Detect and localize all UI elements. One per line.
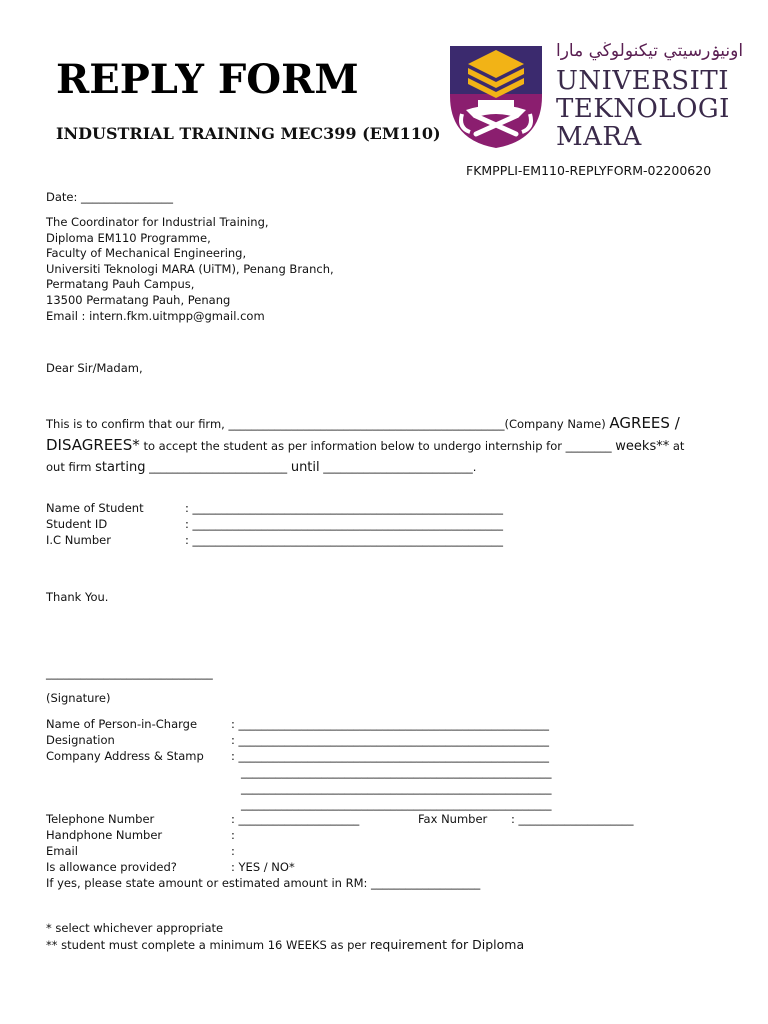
confirm-text: This is to confirm that our firm, ________________________________________________(Company Name) (46, 417, 610, 431)
field-label: Telephone Number (46, 812, 155, 826)
reference-code: FKMPPLI-EM110-REPLYFORM-02200620 (466, 163, 712, 178)
address-blank-line: ______________________________________________________ (241, 797, 552, 811)
field-label: Student ID (46, 517, 108, 531)
end-date-blank: __________________________. (319, 460, 477, 474)
signature-label: (Signature) (46, 691, 111, 705)
allowance-options: : YES / NO* (231, 860, 295, 874)
address-line: Universiti Teknologi MARA (UiTM), Penang Branch, (46, 261, 334, 276)
fax-label: Fax Number (418, 812, 488, 826)
start-date-blank: ________________________ (145, 460, 291, 474)
field-label: Name of Student (46, 501, 144, 515)
contact-info (46, 811, 634, 891)
recipient-address (46, 215, 334, 324)
address-line: Faculty of Mechanical Engineering, (46, 246, 247, 261)
telephone-blank: : _____________________ (231, 812, 360, 826)
form-title: REPLY FORM (56, 56, 359, 103)
note-text-requirement: requirement for Diploma (369, 937, 525, 952)
student-info (46, 500, 503, 548)
logo-line-mara: MARA (556, 122, 642, 152)
uitm-crest-icon (448, 44, 544, 150)
logo-jawi-text: اونيۏرسيتي تيكنولوڬي مارا (556, 41, 744, 61)
person-in-charge-info (46, 716, 552, 812)
field-label: Name of Person-in-Charge (46, 717, 198, 731)
field-blank: : ______________________________________________________ (231, 749, 550, 763)
until-label: until (290, 460, 320, 475)
field-blank: : (231, 844, 235, 858)
address-line: Diploma EM110 Programme, (46, 230, 211, 245)
form-subtitle: INDUSTRIAL TRAINING MEC399 (EM110) (56, 124, 441, 143)
closing: Thank You. (46, 590, 109, 604)
confirmation-paragraph (46, 412, 726, 478)
weeks-label: weeks** (615, 439, 670, 454)
starting-label: starting (95, 460, 146, 475)
field-blank: : ______________________________________________________ (185, 533, 504, 547)
salutation: Dear Sir/Madam, (46, 361, 143, 375)
note-weeks (46, 937, 524, 952)
confirm-text: to accept the student as per information below to undergo internship for ________ (139, 439, 616, 453)
address-blank-line: ______________________________________________________ (241, 765, 552, 779)
field-label: Email (46, 844, 78, 858)
field-blank: : (231, 828, 235, 842)
date-field: Date: ________________ (46, 190, 174, 204)
field-label: Company Address & Stamp (46, 749, 204, 763)
note-text: ** student must complete a minimum 16 WEEKS as per (46, 938, 370, 952)
address-line: 13500 Permatang Pauh, Penang (46, 292, 231, 307)
logo-line-teknologi: TEKNOLOGI (556, 94, 730, 124)
note-select: * select whichever appropriate (46, 921, 224, 935)
field-label: Is allowance provided? (46, 860, 177, 874)
field-label: Designation (46, 733, 115, 747)
confirm-text: at (669, 439, 685, 453)
confirm-text: out firm (46, 460, 96, 474)
disagrees-option: DISAGREES* (46, 436, 140, 454)
address-email-line: Email : intern.fkm.uitmpp@gmail.com (46, 308, 265, 323)
allowance-amount-line: If yes, please state amount or estimated amount in RM: ___________________ (46, 876, 481, 890)
fax-blank: : ____________________ (511, 812, 634, 826)
address-line: Permatang Pauh Campus, (46, 277, 195, 292)
field-blank: : ______________________________________________________ (231, 717, 550, 731)
agrees-option: AGREES / (609, 414, 680, 432)
field-blank: : ______________________________________________________ (185, 517, 504, 531)
address-line: The Coordinator for Industrial Training, (46, 215, 269, 229)
field-label: I.C Number (46, 533, 111, 547)
address-blank-line: ______________________________________________________ (241, 781, 552, 795)
field-blank: : ______________________________________________________ (231, 733, 550, 747)
signature-line: _____________________________ (46, 666, 213, 680)
logo-line-universiti: UNIVERSITI (556, 66, 729, 96)
field-label: Handphone Number (46, 828, 163, 842)
field-blank: : ______________________________________________________ (185, 501, 504, 515)
